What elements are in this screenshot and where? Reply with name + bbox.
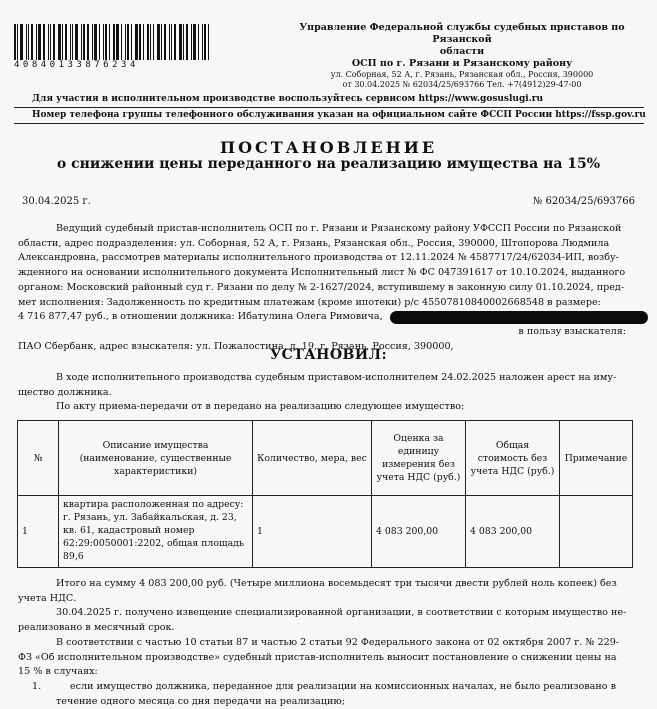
barcode-stripe [164, 24, 166, 60]
barcode-stripe [94, 24, 97, 60]
barcode-stripe [150, 24, 151, 60]
barcode-stripe [48, 24, 49, 60]
barcode-stripe [186, 24, 188, 60]
barcode-stripe [116, 24, 119, 60]
barcode-stripe [17, 24, 18, 60]
department-address: ул. Соборная, 52 А, г. Рязань, Рязанская обл., Россия, 390000 [330, 70, 594, 79]
barcode-stripe [92, 24, 93, 60]
barcode [14, 24, 219, 60]
cell-no: 1 [18, 496, 59, 568]
debtor-line: 4 716 877,47 руб., в отношении должника: Ибатулина Олега Римовича, [18, 311, 383, 323]
barcode-stripe [20, 24, 23, 60]
col-header-total: Общая стоимость без учета НДС (руб.) [466, 421, 560, 496]
barcode-stripe [143, 24, 144, 60]
barcode-stripe [36, 24, 37, 60]
barcode-number: 40840133876234 [14, 60, 139, 70]
col-header-unit-price: Оценка за единицу измерения без учета НДС (руб.) [372, 421, 466, 496]
document-subtitle: о снижении цены переданного на реализацию имущества на 15% [56, 156, 601, 172]
barcode-stripe [121, 24, 122, 60]
barcode-stripe [179, 24, 182, 60]
document-number: № 62034/25/693766 [532, 196, 635, 207]
barcode-stripe [131, 24, 132, 60]
barcode-stripe [26, 24, 27, 60]
barcode-stripe [161, 24, 162, 60]
barcode-stripe [198, 24, 199, 60]
barcode-stripe [169, 24, 170, 60]
barcode-stripe [147, 24, 149, 60]
cell-total: 4 083 200,00 [466, 496, 560, 568]
barcode-stripe [53, 24, 55, 60]
divider [14, 107, 644, 108]
barcode-stripe [70, 24, 71, 60]
barcode-stripe [105, 24, 107, 60]
creditor-label: в пользу взыскателя: [518, 325, 626, 337]
divider [14, 123, 644, 124]
barcode-stripe [174, 24, 176, 60]
cell-note [560, 496, 633, 568]
barcode-stripe [157, 24, 160, 60]
barcode-stripe [202, 24, 203, 60]
col-header-quantity: Количество, мера, вес [253, 421, 372, 496]
barcode-stripe [139, 24, 141, 60]
barcode-stripe [125, 24, 126, 60]
cell-quantity: 1 [253, 496, 372, 568]
org-name-line1: Управление Федеральной службы судебных приставов по Рязанской [299, 22, 625, 45]
barcode-stripe [75, 24, 78, 60]
creditor-line: ПАО Сбербанк, адрес взыскателя: ул. Пожалостина, д. 19, г. Рязань, Россия, 390000, [18, 340, 454, 352]
transfer-line: По акту приема-передачи от в передано на реализацию следующее имущество: [56, 401, 465, 413]
barcode-stripe [191, 24, 192, 60]
col-header-no: № [18, 421, 59, 496]
barcode-stripe [87, 24, 89, 60]
barcode-stripe [171, 24, 172, 60]
barcode-stripe [65, 24, 67, 60]
gosuslugi-notice: Для участия в исполнительном производстве воспользуйтесь сервисом https://www.gosuslugi.ru [32, 94, 544, 104]
established-heading: УСТАНОВИЛ: [269, 347, 388, 363]
document-title: ПОСТАНОВЛЕНИЕ [219, 138, 438, 157]
barcode-stripe [135, 24, 138, 60]
intro-paragraph: Ведущий судебный пристав-исполнитель ОСП по г. Рязани и Рязанскому району УФССП России по Рязанской области, адрес подразделения: ул. Соборная, 52 А, г. Рязань, Рязанская обл., Россия, 390000, Штопорова Людмила Александровна, рассмотрев материалы исполнительного производства от 12.11.2024 № 4587717/24/62034-ИП, возбу- жденного на основании исполнительного документа Исполнительный лист № ФС 047391617 от 10.10.2024, выданного органом: Московский районный суд г. Рязани по делу № 2-1627/2024, вступившему в законную силу 01.10.2024, пред- мет исполнения: Задолженность по кредитным платежам (кроме ипотеки) р/с 45507810840002668548 в размере: 4 716 877,47 руб., в отношении должника: Ибатулина Олега Римовича, в пользу взыскателя: ПАО Сбербанк, адрес взыскателя: ул. Пожалостина, д. 19, г. Рязань, Россия, 390000, [18, 222, 630, 354]
list-marker: 1. [32, 680, 42, 692]
cell-description: квартира расположенная по адресу: г. Рязань, ул. Забайкальская, д. 23, кв. 61, кадастровый номер 62:29:0050001:2202, общая площадь 89,6 [59, 496, 253, 568]
total-paragraph: Итого на сумму 4 083 200,00 руб. (Четыре миллиона восемьдесят три тысячи двести рублей ноль копеек) без учета НДС. 30.04.2025 г. получено извещение специализированной организации, в соответствии с которым имущество не- реализовано в месячный срок. В соответствии с частью 10 статьи 87 и частью 2 статьи 92 Федерального закона от 02 октября 2007 г. № 229- ФЗ «Об исполнительном производстве» судебный пристав-исполнитель выносит постановление о снижении цены на 15 % в случаях: 1. если имущество должника, переданное для реализации на комиссионных началах, не было реализовано в течение одного месяца со дня передачи на реализацию; [18, 577, 630, 709]
barcode-stripe [62, 24, 63, 60]
barcode-stripe [38, 24, 41, 60]
barcode-stripe [50, 24, 51, 60]
barcode-stripe [81, 24, 82, 60]
org-name-line2: области [439, 46, 485, 57]
cell-unit-price: 4 083 200,00 [372, 496, 466, 568]
barcode-stripe [204, 24, 206, 60]
barcode-stripe [127, 24, 129, 60]
barcode-stripe [72, 24, 73, 60]
phone-notice: Номер телефона группы телефонного обслуживания указан на официальном сайте ФССП России https://fssp.gov.ru [32, 110, 646, 120]
issuer-block [282, 22, 642, 90]
barcode-stripe [208, 24, 209, 60]
col-header-note: Примечание [560, 421, 633, 496]
department-name: ОСП по г. Рязани и Рязанскому району [351, 58, 573, 69]
barcode-stripe [31, 24, 33, 60]
table-row [18, 496, 633, 568]
barcode-stripe [14, 24, 16, 60]
barcode-stripe [28, 24, 29, 60]
property-table [17, 420, 633, 568]
barcode-stripe [99, 24, 100, 60]
col-header-description: Описание имущества (наименование, существенные характеристики) [59, 421, 253, 496]
barcode-stripe [183, 24, 184, 60]
barcode-stripe [58, 24, 61, 60]
barcode-stripe [153, 24, 154, 60]
redaction-bar [390, 311, 648, 324]
list-item: 1. если имущество должника, переданное для реализации на комиссионных началах, не было реализовано в [18, 680, 630, 695]
table-header-row [18, 421, 633, 496]
barcode-stripe [103, 24, 104, 60]
reference-line: от 30.04.2025 № 62034/25/693766 Тел. +7(4912)29-47-00 [342, 80, 582, 89]
document-date: 30.04.2025 г. [22, 196, 91, 207]
barcode-stripe [43, 24, 45, 60]
arrest-paragraph: В ходе исполнительного производства судебным приставом-исполнителем 24.02.2025 наложен арест на иму- щество должника. По акту приема-передачи от в передано на реализацию следующее имущество: [18, 371, 630, 415]
barcode-stripe [83, 24, 85, 60]
barcode-stripe [109, 24, 110, 60]
barcode-stripe [193, 24, 196, 60]
barcode-stripe [113, 24, 115, 60]
